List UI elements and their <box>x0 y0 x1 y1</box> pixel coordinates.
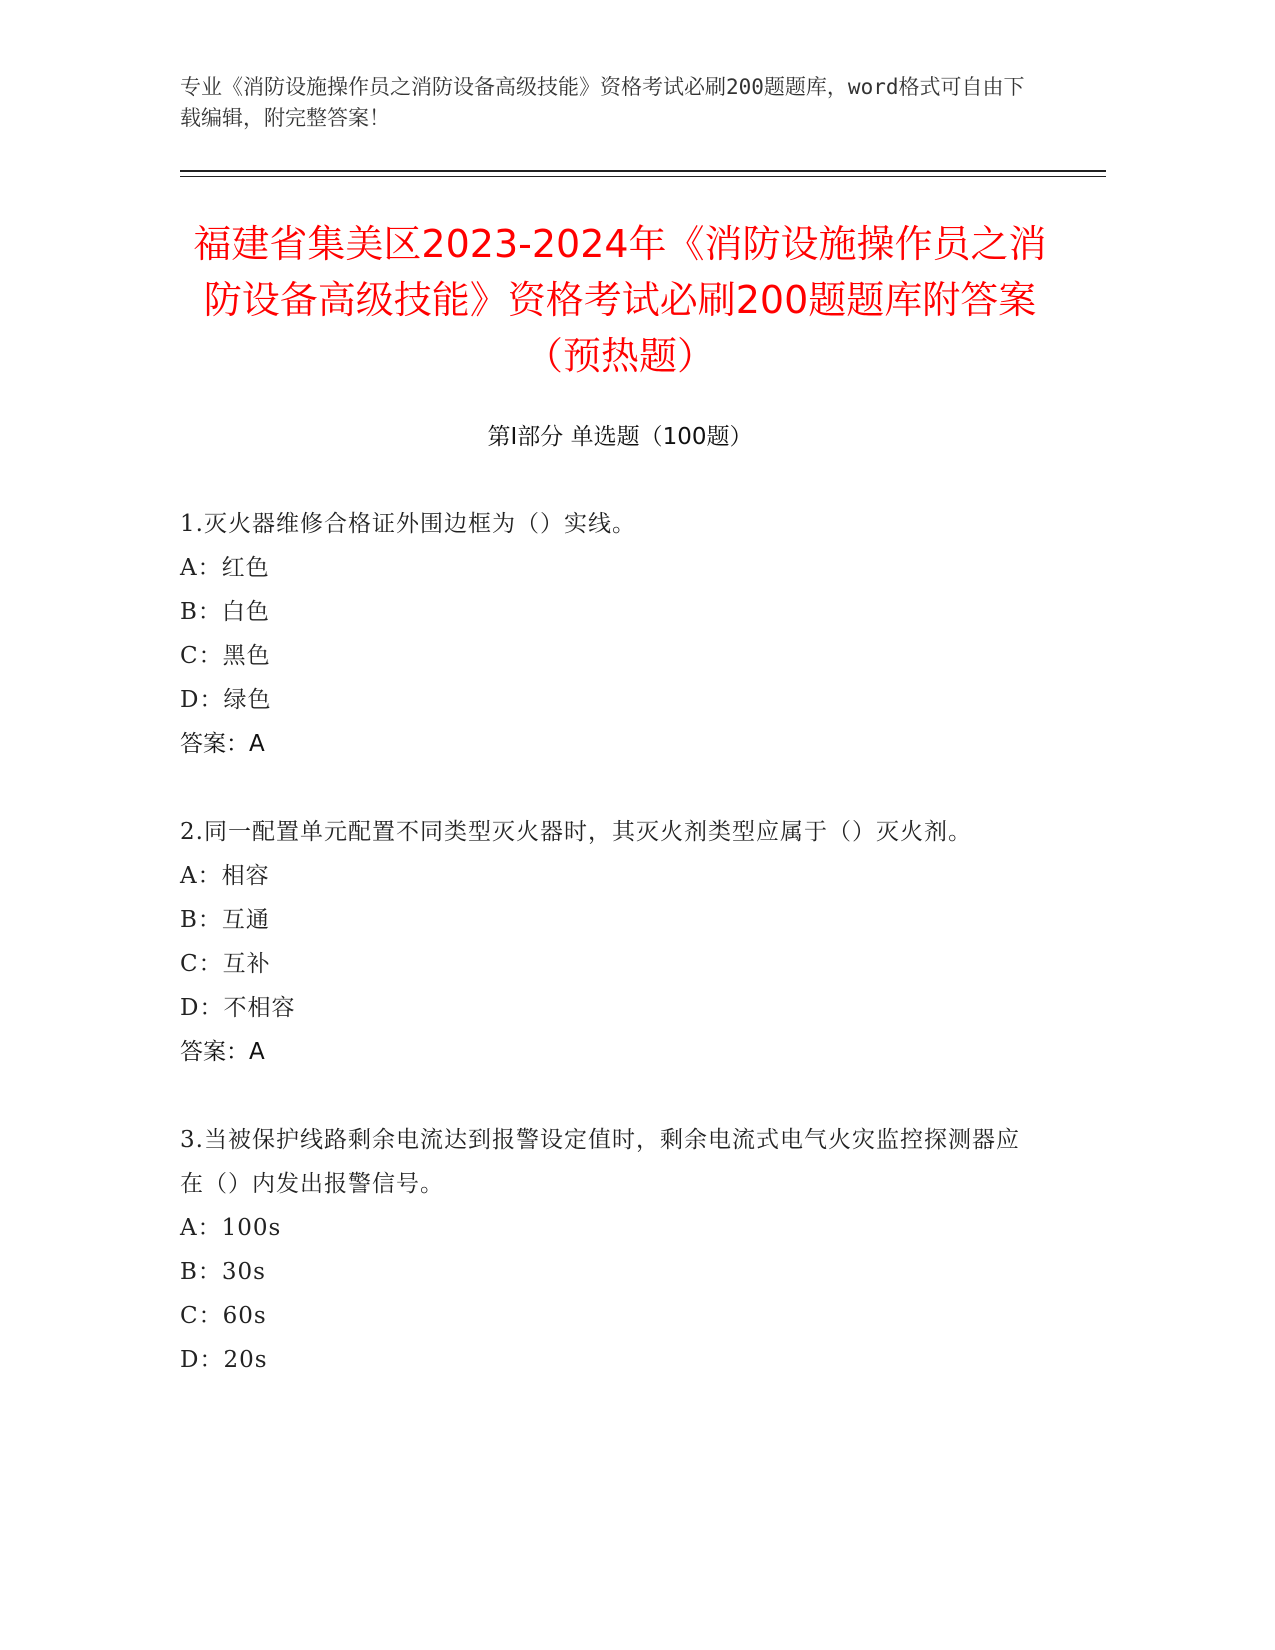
question-stem: 1.灭火器维修合格证外围边框为（）实线。 <box>180 511 636 537</box>
document-title: 福建省集美区2023-2024年《消防设施操作员之消防设备高级技能》资格考试必刷200题题库附答案（预热题） <box>193 222 1047 378</box>
option-c: C：互补 <box>180 951 271 977</box>
question-3 <box>180 1118 1020 1382</box>
question-stem: 2.同一配置单元配置不同类型灭火器时，其灭火剂类型应属于（）灭火剂。 <box>180 819 972 845</box>
option-c: C：黑色 <box>180 643 271 669</box>
option-a: A：红色 <box>180 555 270 581</box>
answer: 答案：A <box>180 1039 265 1065</box>
answer: 答案：A <box>180 731 265 757</box>
header-divider-thick <box>180 170 1106 172</box>
option-b: B：30s <box>180 1259 266 1285</box>
header-divider-thin <box>180 176 1106 177</box>
option-d: D：绿色 <box>180 687 272 713</box>
question-list <box>180 502 1020 1426</box>
option-b: B：互通 <box>180 907 270 933</box>
option-c: C：60s <box>180 1303 267 1329</box>
header-note: 专业《消防设施操作员之消防设备高级技能》资格考试必刷200题题库，word格式可自由下载编辑，附完整答案！ <box>180 75 1025 130</box>
option-d: D：20s <box>180 1347 268 1373</box>
option-a: A：100s <box>180 1215 282 1241</box>
question-stem: 3.当被保护线路剩余电流达到报警设定值时，剩余电流式电气火灾监控探测器应在（）内发出报警信号。 <box>180 1127 1020 1197</box>
question-1 <box>180 502 1020 766</box>
option-d: D：不相容 <box>180 995 296 1021</box>
section-title: 第I部分 单选题（100题） <box>487 424 753 450</box>
question-2 <box>180 810 1020 1074</box>
option-a: A：相容 <box>180 863 270 889</box>
option-b: B：白色 <box>180 599 270 625</box>
